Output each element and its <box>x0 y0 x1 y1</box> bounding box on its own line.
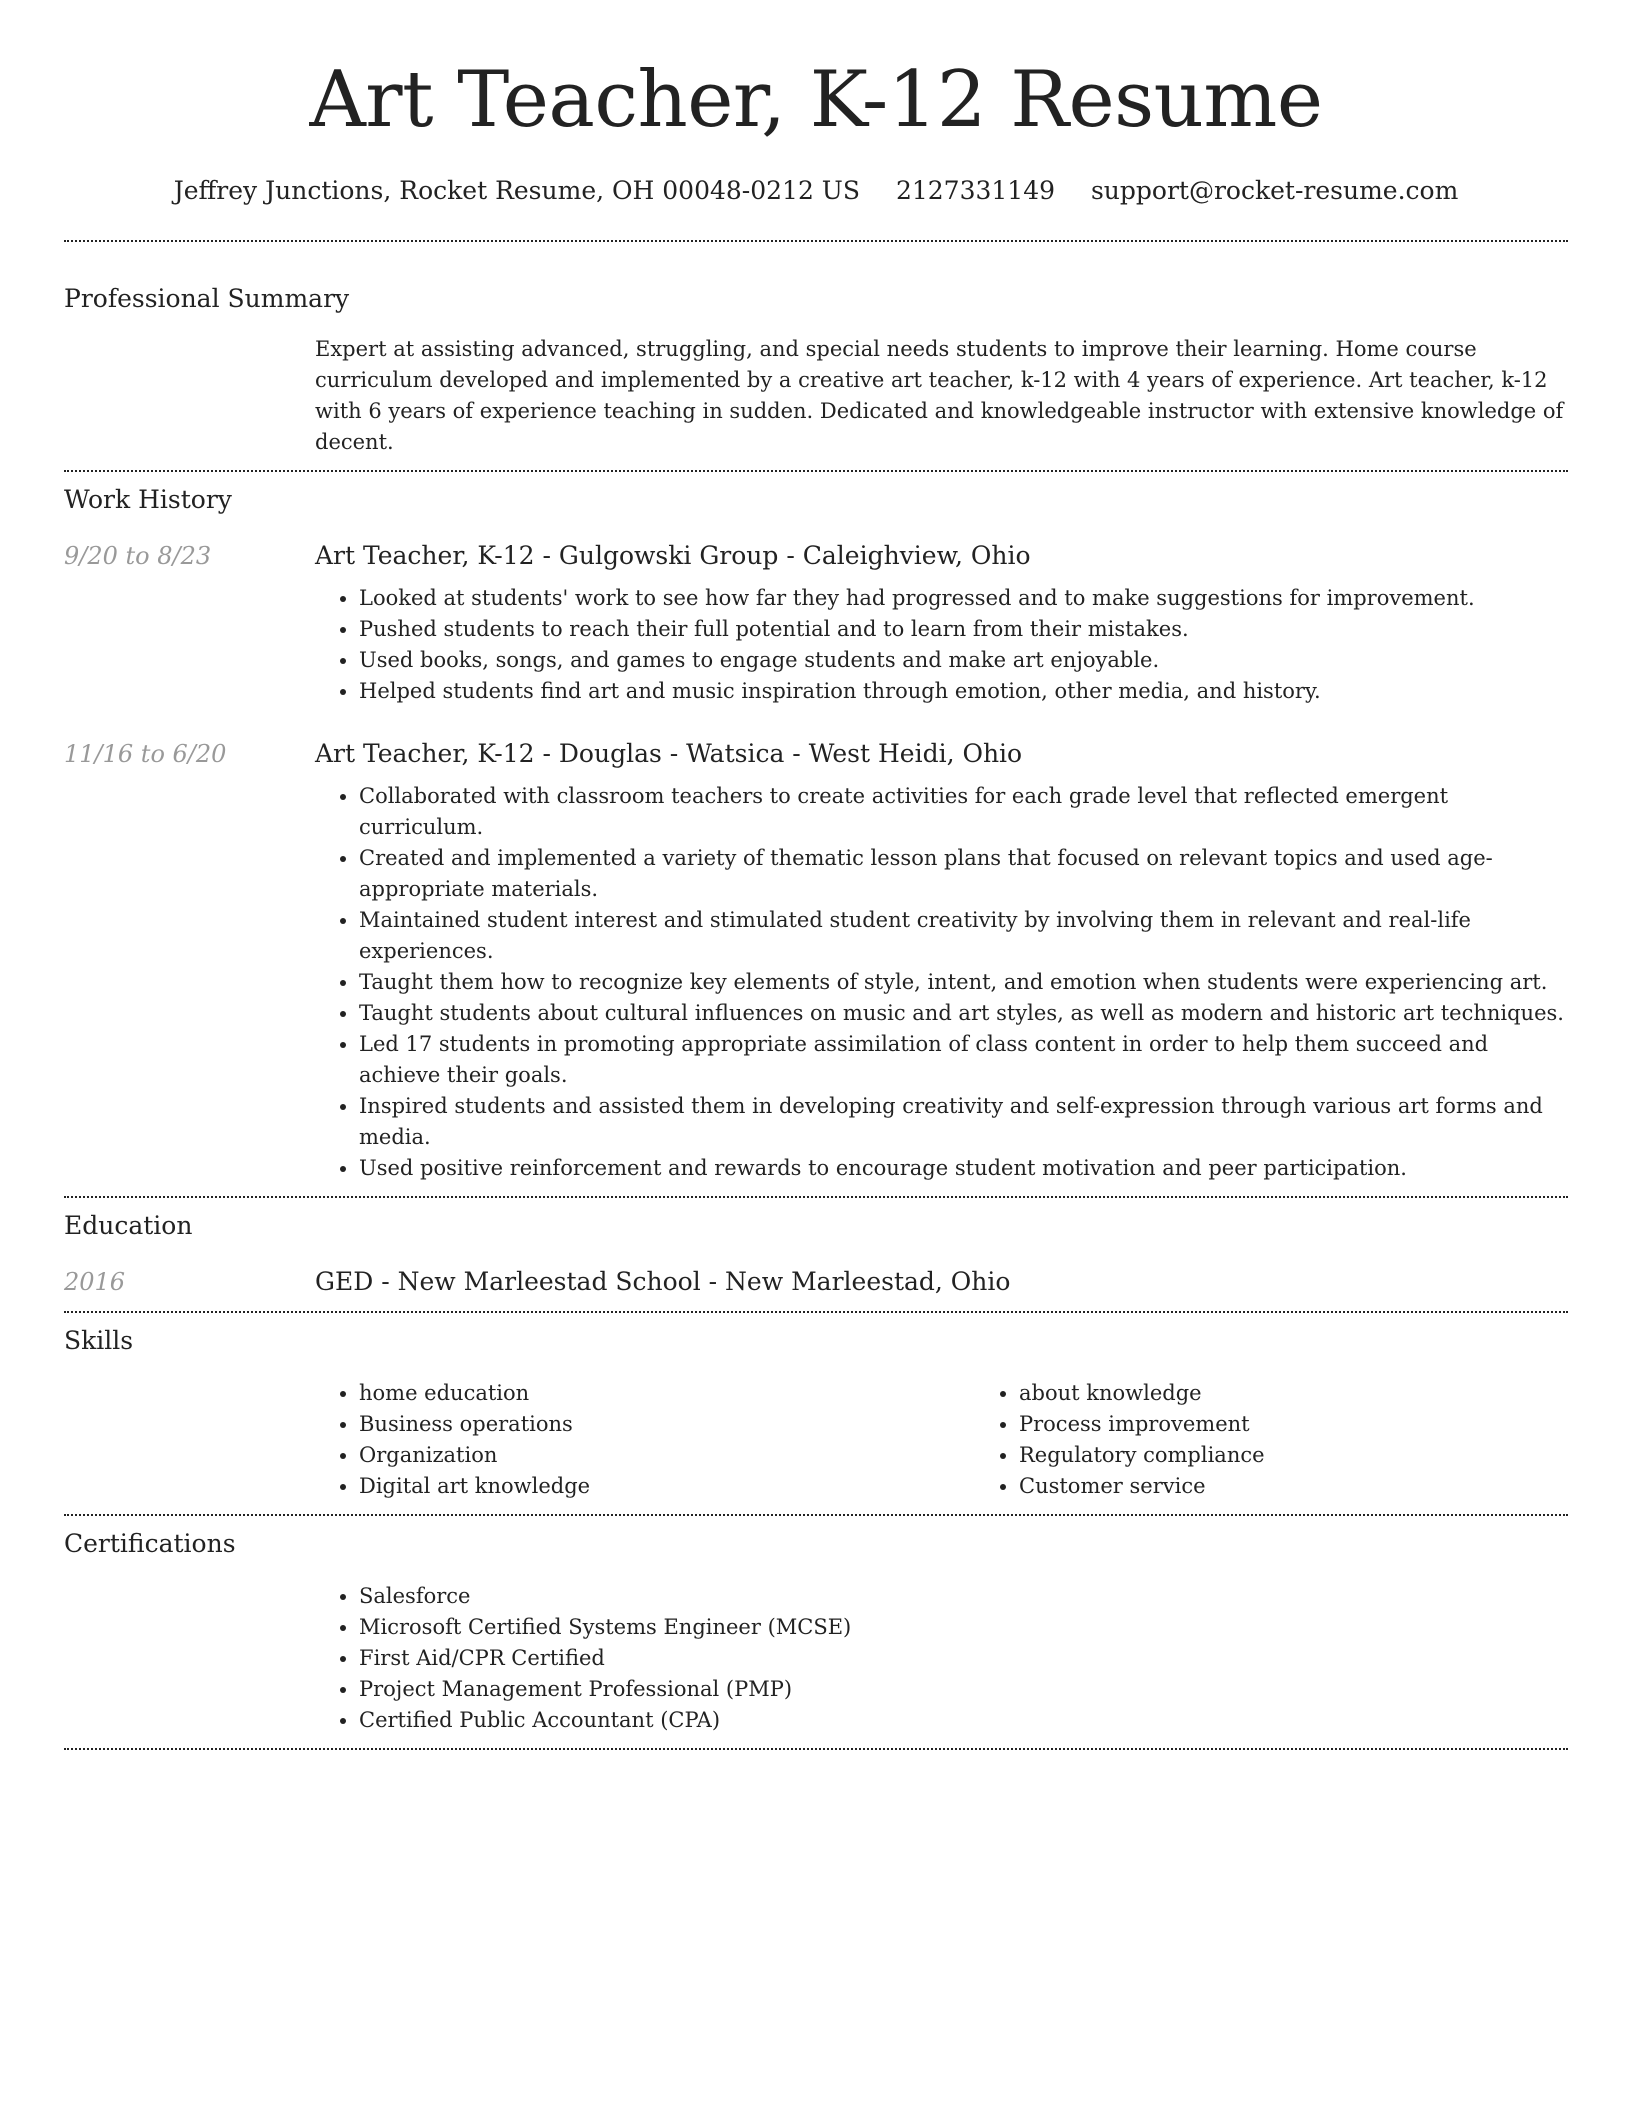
resume-header <box>64 0 1568 208</box>
list-item: • home education <box>359 1378 975 1409</box>
list-item: • Organization <box>359 1440 975 1471</box>
contact-line <box>64 174 1568 208</box>
certifications-heading: Certifications <box>64 1529 236 1558</box>
certifications-list <box>315 1581 1568 1736</box>
list-item: • First Aid/CPR Certified <box>359 1643 1568 1674</box>
summary-section <box>64 242 1568 470</box>
job-dates: 9/20 to 8/23 <box>64 542 212 570</box>
list-item: • Taught students about cultural influences on music and art styles, as well as modern and historic art techniques. <box>359 998 1568 1029</box>
job-entry <box>64 539 1568 707</box>
contact-email: support@rocket-resume.com <box>1090 176 1459 205</box>
education-entry: GED - New Marleestad School - New Marleestad, Ohio <box>315 1267 1011 1296</box>
list-item: • Project Management Professional (PMP) <box>359 1674 1568 1705</box>
job-duties <box>315 781 1568 1184</box>
list-item: • Salesforce <box>359 1581 1568 1612</box>
list-item: • Used books, songs, and games to engage students and make art enjoyable. <box>359 645 1568 676</box>
list-item: • Regulatory compliance <box>1019 1440 1632 1471</box>
job-entry <box>64 737 1568 1184</box>
list-item: • Taught them how to recognize key elements of style, intent, and emotion when students were experiencing art. <box>359 967 1568 998</box>
list-item: • Helped students find art and music inspiration through emotion, other media, and history. <box>359 676 1568 707</box>
skills-list <box>975 1378 1632 1502</box>
resume-title: Art Teacher, K-12 Resume <box>309 55 1323 145</box>
job-title: Art Teacher, K-12 - Gulgowski Group - Caleighview, Ohio <box>315 541 1031 570</box>
job-title: Art Teacher, K-12 - Douglas - Watsica - West Heidi, Ohio <box>315 739 1023 768</box>
list-item: • Customer service <box>1019 1471 1632 1502</box>
list-item: • Process improvement <box>1019 1409 1632 1440</box>
education-heading: Education <box>64 1211 193 1240</box>
certifications-section <box>64 1516 1568 1748</box>
skills-heading: Skills <box>64 1326 134 1355</box>
summary-text: Expert at assisting advanced, struggling, and special needs students to improve their learning. Home course curriculum developed and implemented by a creative art teacher, k-12 with 4 years of experience. Art teacher, k-12 with 6 years of experience teaching in sudden. Dedicated and knowledgeable instructor with extensive knowledge of decent. <box>315 337 1564 454</box>
skills-list <box>315 1378 975 1502</box>
list-item: • Microsoft Certified Systems Engineer (MCSE) <box>359 1612 1568 1643</box>
divider <box>64 1748 1568 1750</box>
contact-phone: 2127331149 <box>895 176 1056 205</box>
list-item: • Led 17 students in promoting appropriate assimilation of class content in order to help them succeed and achieve their goals. <box>359 1029 1568 1091</box>
work-history-heading: Work History <box>64 485 232 514</box>
list-item: • Looked at students' work to see how far they had progressed and to make suggestions for improvement. <box>359 583 1568 614</box>
summary-heading: Professional Summary <box>64 284 350 313</box>
list-item: • Business operations <box>359 1409 975 1440</box>
list-item: • Certified Public Accountant (CPA) <box>359 1705 1568 1736</box>
skills-section <box>64 1313 1568 1514</box>
job-duties <box>315 583 1568 707</box>
list-item: • Created and implemented a variety of thematic lesson plans that focused on relevant topics and used age-appropriate materials. <box>359 843 1568 905</box>
contact-address: Jeffrey Junctions, Rocket Resume, OH 00048-0212 US <box>173 176 860 205</box>
list-item: • Inspired students and assisted them in developing creativity and self-expression through various art forms and media. <box>359 1091 1568 1153</box>
list-item: • Pushed students to reach their full potential and to learn from their mistakes. <box>359 614 1568 645</box>
list-item: • Collaborated with classroom teachers to create activities for each grade level that reflected emergent curriculum. <box>359 781 1568 843</box>
education-section <box>64 1198 1568 1311</box>
work-history-section <box>64 472 1568 1196</box>
job-dates: 11/16 to 6/20 <box>64 740 227 768</box>
list-item: • Digital art knowledge <box>359 1471 975 1502</box>
list-item: • Maintained student interest and stimulated student creativity by involving them in relevant and real-life experiences. <box>359 905 1568 967</box>
education-year: 2016 <box>64 1268 126 1296</box>
list-item: • Used positive reinforcement and rewards to encourage student motivation and peer participation. <box>359 1153 1568 1184</box>
list-item: • about knowledge <box>1019 1378 1632 1409</box>
